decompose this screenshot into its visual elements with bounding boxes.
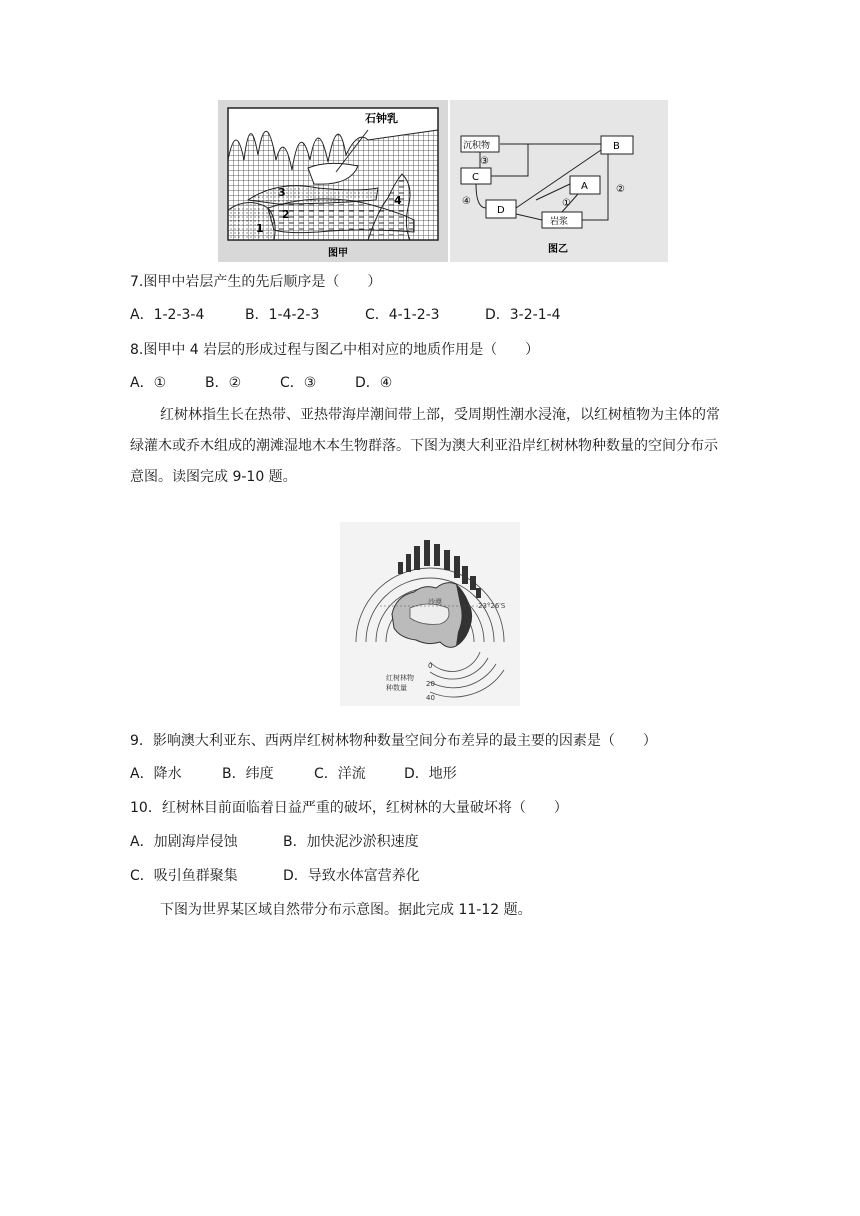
q9-option-d: D．地形	[404, 766, 457, 782]
stalactite-label: 石钟乳	[365, 112, 398, 125]
q7-option-a: A．1-2-3-4	[130, 307, 205, 323]
arrow-label-three: ③	[480, 156, 489, 167]
q7-option-b: B．1-4-2-3	[245, 307, 320, 323]
box-a: A	[581, 181, 588, 192]
box-c: C	[472, 172, 479, 183]
question-7-stem: 7.图甲中岩层产生的先后顺序是（ ）	[130, 274, 382, 290]
box-b: B	[613, 141, 620, 152]
arrow-label-four: ④	[462, 196, 471, 207]
axis-title-line2: 种数量	[386, 684, 407, 692]
axis-tick-0: 0	[428, 662, 433, 670]
q8-option-c: C．③	[280, 375, 317, 391]
layer-1-label: 1	[256, 222, 264, 235]
q10-option-a: A．加剧海岸侵蚀	[130, 834, 238, 850]
q8-option-b: B．②	[205, 375, 242, 391]
mangrove-intro-paragraph: 红树林指生长在热带、亚热带海岸潮间带上部，受周期性潮水浸淹，以红树植物为主体的常绿灌木或乔木组成的潮滩湿地木本生物群落。下图为澳大利亚沿岸红树林物种数量的空间分布示意图。读图完成 9-10 题。	[130, 407, 720, 485]
box-sediment: 沉积物	[463, 141, 491, 151]
desert-label: 沙漠	[428, 598, 442, 606]
q7-option-c: C．4-1-2-3	[365, 307, 440, 323]
question-10-stem: 10．红树林目前面临着日益严重的破坏，红树林的大量破坏将（ ）	[130, 800, 568, 816]
box-magma: 岩浆	[550, 217, 569, 227]
q10-option-c: C．吸引鱼群聚集	[130, 868, 238, 884]
question-8-stem: 8.图甲中 4 岩层的形成过程与图乙中相对应的地质作用是（ ）	[130, 342, 540, 358]
axis-title-line1: 红树林物	[386, 674, 414, 682]
question-9-stem: 9．影响澳大利亚东、西两岸红树林物种数量空间分布差异的最主要的因素是（ ）	[130, 733, 657, 749]
q10-option-b: B．加快泥沙淤积速度	[283, 834, 419, 850]
latitude-label: 23°26′S	[478, 602, 506, 610]
q8-option-d: D．④	[355, 375, 393, 391]
q7-option-d: D．3-2-1-4	[485, 307, 561, 323]
arrow-label-one: ①	[562, 198, 571, 209]
arrow-label-two: ②	[616, 184, 625, 195]
figure-australia-mangrove	[340, 522, 520, 706]
caption-jia: 图甲	[328, 248, 348, 259]
q10-option-d: D．导致水体富营养化	[283, 868, 420, 884]
figure-rock-layers	[218, 100, 668, 262]
box-d: D	[497, 205, 505, 216]
axis-tick-20: 20	[426, 680, 435, 688]
layer-3-label: 3	[278, 186, 286, 199]
natural-zone-intro: 下图为世界某区域自然带分布示意图。据此完成 11-12 题。	[160, 902, 532, 918]
q9-option-c: C．洋流	[314, 766, 366, 782]
caption-yi: 图乙	[548, 244, 568, 255]
layer-4-label: 4	[394, 194, 402, 207]
layer-2-label: 2	[282, 208, 290, 221]
q8-option-a: A．①	[130, 375, 167, 391]
q9-option-a: A．降水	[130, 766, 182, 782]
q9-option-b: B．纬度	[222, 766, 274, 782]
axis-tick-40: 40	[426, 694, 435, 702]
